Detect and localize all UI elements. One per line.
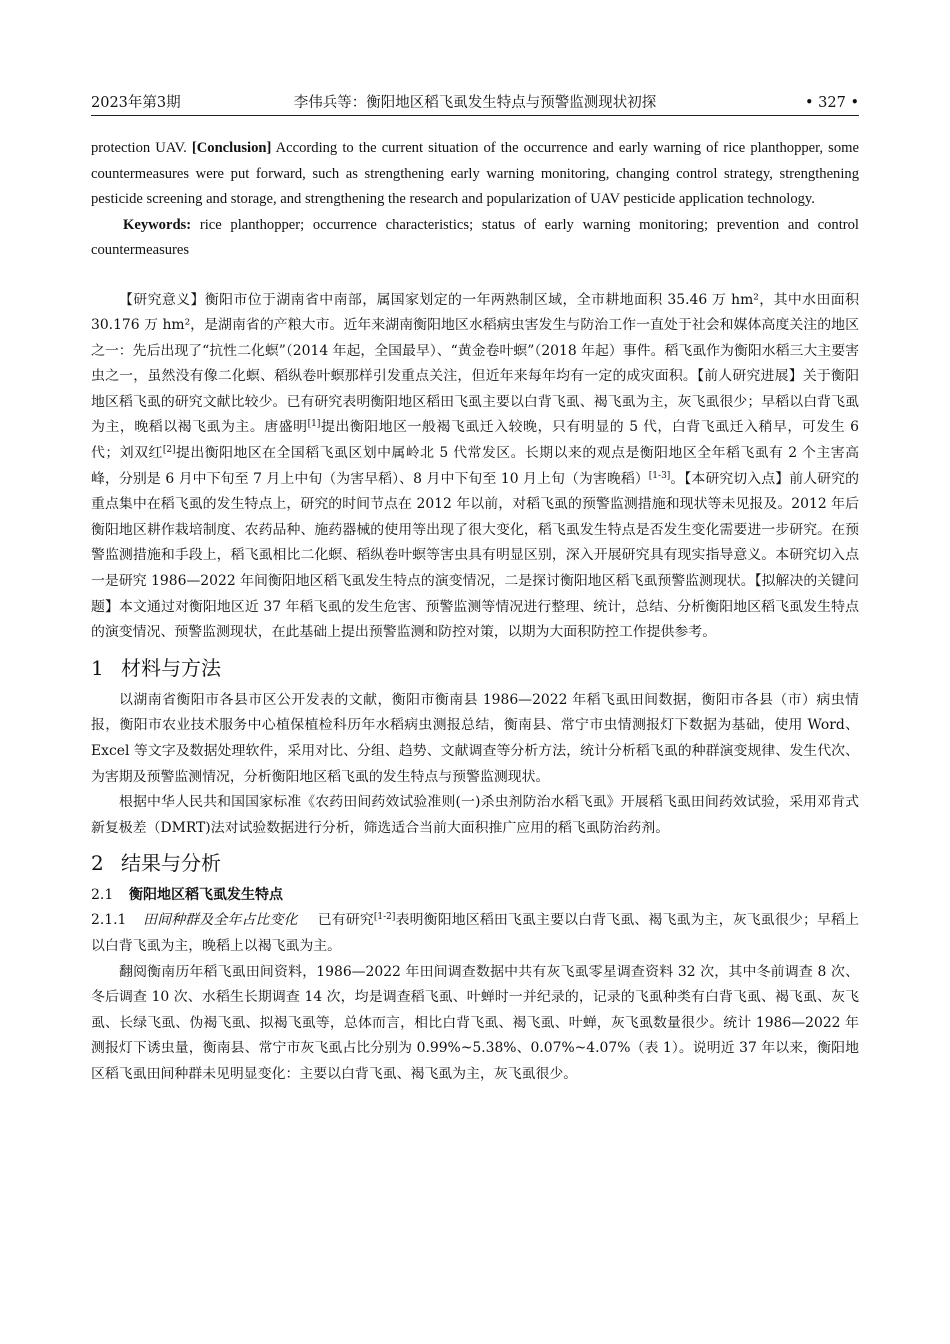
citation-ref: [2] xyxy=(162,445,176,456)
subsubsection-title: 田间种群及全年占比变化 xyxy=(143,912,298,929)
results-paragraph-2: 翻阅衡南历年稻飞虱田间资料，1986—2022 年田间调查数据中共有灰飞虱零星调查资料 32 次，其中冬前调查 8 次、冬后调查 10 次、水稻生长期调查 14 次，均是调查稻飞虱、叶蝉时一并纪录的，记录的飞虱种类有白背飞虱、褐飞虱、灰飞虱、长绿飞虱、伪褐飞虱、拟褐飞虱等，总体而言，相比白背飞虱、褐飞虱、叶蝉，灰飞虱数量很少。统计 1986—2022 年测报灯下诱虫量，衡南县、常宁市灰飞虱占比分别为 0.99%~5.38%、0.07%~4.07%（表 1）。说明近 37 年以来，衡阳地区稻飞虱田间种群未见明显变化：主要以白背飞虱、褐飞虱为主，灰飞虱很少。 xyxy=(91,963,860,1082)
keywords: Keywords: rice planthopper; occurrence characteristics; status of early warning monitoring; prevention and control countermeasures xyxy=(91,216,859,258)
subsubsection-number: 2.1.1 xyxy=(91,912,127,929)
section-heading-2: 2 结果与分析 xyxy=(91,851,221,876)
methods-paragraph-1: 以湖南省衡阳市各县市区公开发表的文献，衡阳市衡南县 1986—2022 年稻飞虱田间数据，衡阳市各县（市）病虫情报，衡阳市农业技术服务中心植保植检科历年水稻病虫测报总结，衡南县、常宁市虫情测报灯下数据为基础，使用 Word、Excel 等文字及数据处理软件，采用对比、分组、趋势、文献调查等分析方法，统计分析稻飞虱的种群演变规律、发生代次、为害期及预警监测情况，分析衡阳地区稻飞虱的发生特点与预警监测现状。 xyxy=(91,691,859,785)
running-header xyxy=(91,93,859,116)
conclusion-label: [Conclusion] xyxy=(191,140,272,156)
running-title: 李伟兵等：衡阳地区稻飞虱发生特点与预警监测现状初探 xyxy=(293,95,657,111)
results-paragraph-1: 2.1.1 田间种群及全年占比变化 已有研究[1-2]表明衡阳地区稻田飞虱主要以白背飞虱、褐飞虱为主，灰飞虱很少；早稻上以白背飞虱为主，晚稻上以褐飞虱为主。 xyxy=(91,908,859,959)
citation-ref: [1] xyxy=(307,419,321,430)
section-heading-1: 1 材料与方法 xyxy=(91,655,221,680)
article-body xyxy=(91,136,859,1088)
journal-issue: 2023年第3期 xyxy=(91,95,181,111)
subsection-heading-2-1: 2.1 衡阳地区稻飞虱发生特点 xyxy=(91,887,283,904)
keywords-label: Keywords: xyxy=(123,216,192,233)
abstract-conclusion: protection UAV. [Conclusion] According to the current situation of the occurrence and early warning of rice planthopper, some countermeasures were put forward, such as strengthening early warning monitoring, changing control strategy, strengthening pesticide screening and storage, and strengthening the research and popularization of UAV pesticide application technology. xyxy=(91,140,859,207)
citation-ref: [1-3] xyxy=(648,470,671,481)
methods-paragraph-2: 根据中华人民共和国国家标准《农药田间药效试验准则(一)杀虫剂防治水稻飞虱》开展稻飞虱田间药效试验，采用邓肯式新复极差（DMRT)法对试验数据进行分析，筛选适合当前大面积推广应用的稻飞虱防治药剂。 xyxy=(91,794,859,836)
citation-ref: [1-2] xyxy=(373,912,396,923)
page-number: • 327 • xyxy=(805,95,859,111)
intro-paragraph: 【研究意义】衡阳市位于湖南省中南部，属国家划定的一年两熟制区域，全市耕地面积 35.46 万 hm²，其中水田面积 30.176 万 hm²，是湖南省的产粮大市。近年来湖南衡阳地区水稻病虫害发生与防治工作一直处于社会和媒体高度关注的地区之一：先后出现了“抗性二化螟”（2014 年起，全国最早）、“黄金卷叶螟”（2018 年起）事件。稻飞虱作为衡阳水稻三大主要害虫之一，虽然没有像二化螟、稻纵卷叶螟那样引发重点关注，但近年来每年均有一定的成灾面积。【前人研究进展】关于衡阳地区稻飞虱的研究文献比较少。已有研究表明衡阳地区稻田飞虱主要以白背飞虱、褐飞虱为主，灰飞虱很少；早稻以白背飞虱为主，晚稻以褐飞虱为主。唐盛明[1]提出衡阳地区一般褐飞虱迁入较晚，只有明显的 5 代，白背飞虱迁入稍早，可发生 6 代；刘双红[2]提出衡阳地区在全国稻飞虱区划中属岭北 5 代常发区。长期以来的观点是衡阳地区全年稻飞虱有 2 个主害高峰，分别是 6 月中下旬至 7 月上中旬（为害早稻）、8 月中下旬至 10 月上旬（为害晚稻）[1-3]。【本研究切入点】前人研究的重点集中在稻飞虱的发生特点上，研究的时间节点在 2012 年以前，对稻飞虱的预警监测措施和现状等未见报及。2012 年后衡阳地区耕作栽培制度、农药品种、施药器械的使用等出现了很大变化，稻飞虱发生特点是否发生变化需要进一步研究。在预警监测措施和手段上，稻飞虱相比二化螟、稻纵卷叶螟等害虫具有明显区别，深入开展研究具有现实指导意义。本研究切入点一是研究 1986—2022 年间衡阳地区稻飞虱发生特点的演变情况，二是探讨衡阳地区稻飞虱预警监测现状。【拟解决的关键问题】本文通过对衡阳地区近 37 年稻飞虱的发生危害、预警监测等情况进行整理、统计，总结、分析衡阳地区稻飞虱发生特点的演变情况、预警监测现状，在此基础上提出预警监测和防控对策，以期为大面积防控工作提供参考。 xyxy=(91,291,859,641)
